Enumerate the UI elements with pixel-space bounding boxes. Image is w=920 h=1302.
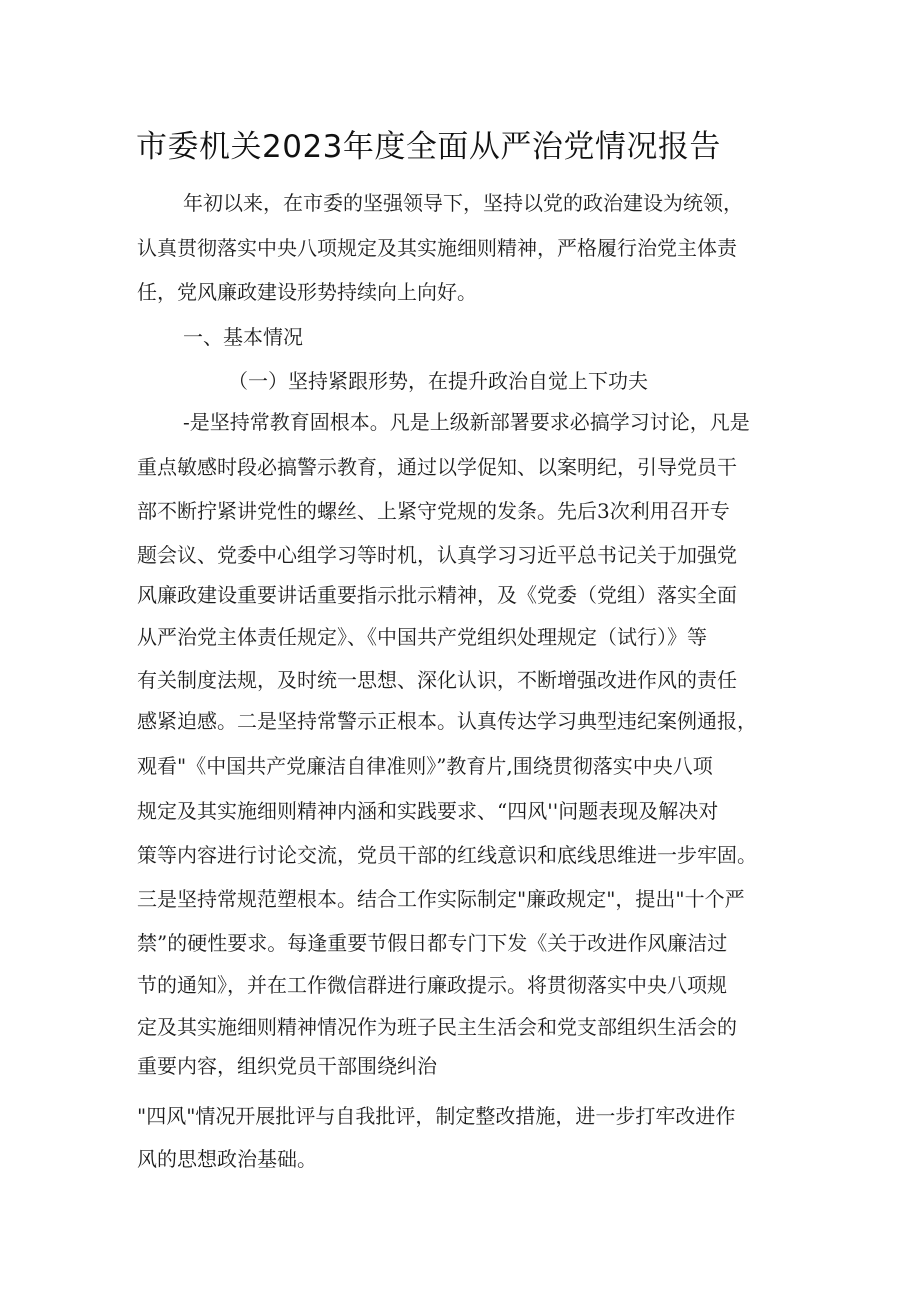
body-line: -是坚持常教育固根本。凡是上级新部署要求必搞学习讨论，凡是: [183, 410, 750, 434]
body-line: 风的思想政治基础。: [137, 1147, 317, 1171]
body-line: 重要内容，组织党员干部围绕纠治: [137, 1054, 437, 1078]
body-line: 节的通知》，并在工作微信群进行廉政提示。将贯彻落实中央八项规: [137, 973, 727, 997]
body-line: 感紧迫感。二是坚持常警示正根本。认真传达学习典型违纪案例通报，: [137, 709, 757, 733]
body-line: 规定及其实施细则精神内涵和实践要求、“四风''问题表现及解决对: [137, 799, 719, 823]
intro-line: 任，党风廉政建设形势持续向上向好。: [137, 280, 477, 304]
body-line: 三是坚持常规范塑根本。结合工作实际制定"廉政规定"，提出"十个严: [137, 887, 745, 911]
body-line: 定及其实施细则精神情况作为班子民主生活会和党支部组织生活会的: [137, 1015, 737, 1039]
section-heading: 一、基本情况: [183, 325, 303, 349]
body-line: 策等内容进行讨论交流，党员干部的红线意识和底线思维进一步牢固。: [137, 843, 757, 867]
body-line: 从严治党主体责任规定》、《中国共产党组织处理规定（试行）》等: [137, 625, 707, 649]
body-line: 风廉政建设重要讲话重要指示批示精神，及《党委（党组）落实全面: [137, 583, 737, 607]
body-line: 禁”的硬性要求。每逢重要节假日都专门下发《关于改进作风廉洁过: [137, 931, 728, 955]
body-line: 观看"《中国共产党廉洁自律准则》”教育片,围绕贯彻落实中央八项: [137, 754, 713, 778]
body-line: 有关制度法规，及时统一思想、深化认识，不断增强改进作风的责任: [137, 668, 737, 692]
body-line: 重点敏感时段必搞警示教育，通过以学促知、以案明纪，引导党员干: [137, 455, 737, 479]
intro-line: 认真贯彻落实中央八项规定及其实施细则精神，严格履行治党主体责: [137, 236, 737, 260]
body-line: 题会议、党委中心组学习等时机，认真学习习近平总书记关于加强党: [137, 543, 737, 567]
body-line: "四风"情况开展批评与自我批评，制定整改措施，进一步打牢改进作: [137, 1104, 736, 1128]
document-title: 市委机关2023年度全面从严治党情况报告: [136, 129, 721, 165]
intro-line: 年初以来，在市委的坚强领导下，坚持以党的政治建设为统领，: [183, 191, 743, 215]
body-line: 部不断拧紧讲党性的螺丝、上紧守党规的发条。先后3次利用召开专: [137, 499, 730, 523]
subsection-heading: （一）坚持紧跟形势，在提升政治自觉上下功夫: [228, 369, 648, 393]
